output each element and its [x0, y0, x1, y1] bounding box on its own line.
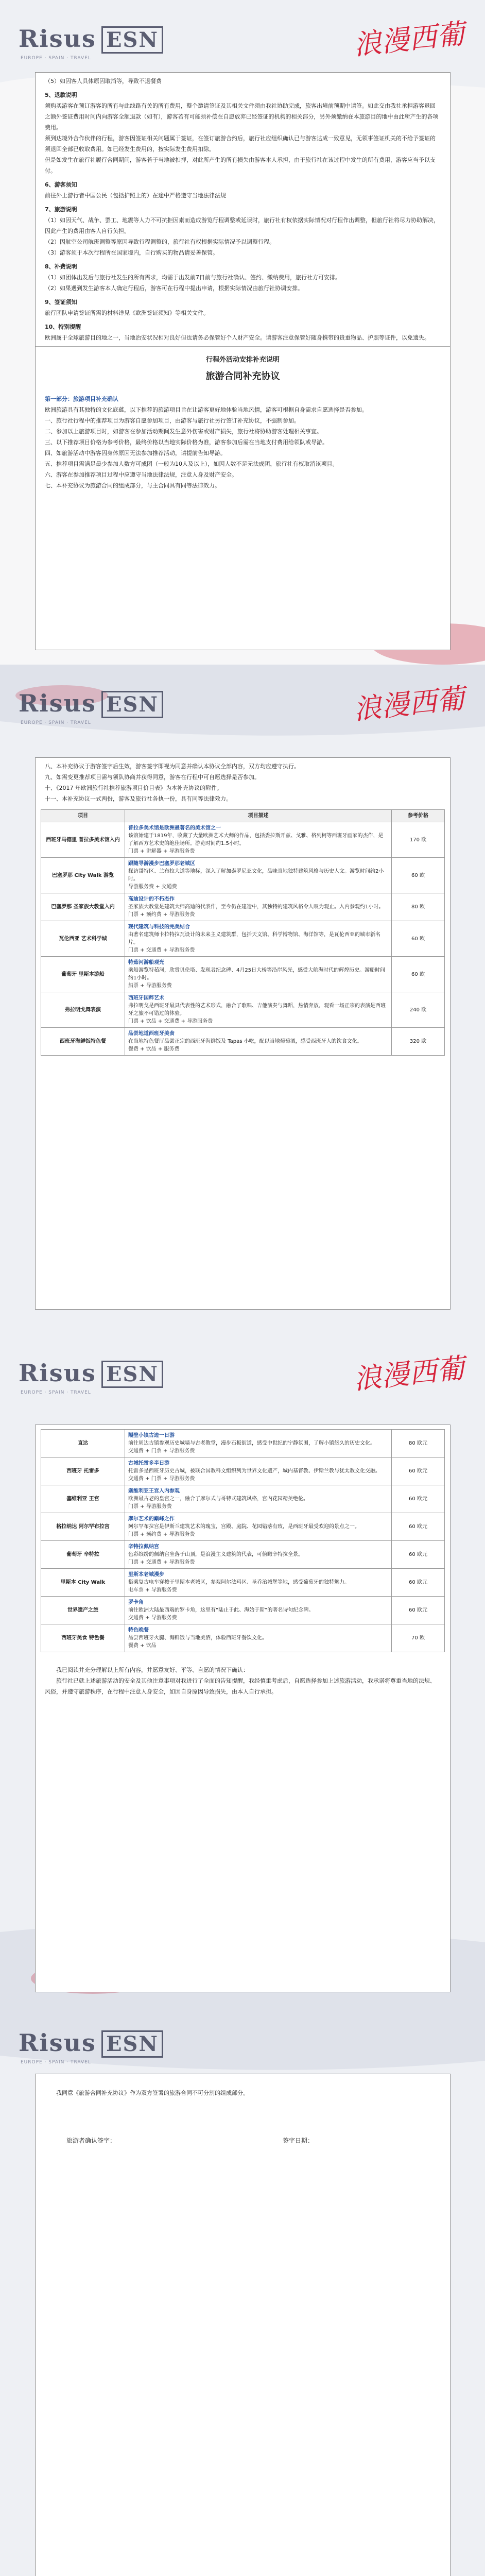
section-heading: 6、游客须知	[45, 181, 77, 188]
page-header	[0, 2004, 485, 2081]
table-row	[41, 957, 445, 992]
document-page-3	[0, 1334, 485, 2004]
note-paragraph: 欧洲属于全球旅游目的地之一，当地治安状况相对良好但也请务必保管好个人财产安全。请游客注意保管好随身携带的贵重物品、护照等证件，以免遗失。	[45, 334, 430, 341]
row-description	[125, 858, 392, 893]
row-title: 现代建筑与科技的完美结合	[128, 924, 190, 930]
row-note: 餐费 + 饮品 + 服务费	[128, 1046, 180, 1052]
row-desc-text: 圣家族大教堂是建筑大师高迪的代表作，至今仍在建造中，其独特的建筑风格令人叹为观止。入内参观约1小时。	[128, 904, 384, 910]
row-note: 门票 + 预约费 + 导游服务费	[128, 1532, 195, 1537]
row-desc-text: 由著名建筑师卡拉特拉瓦设计的未来主义建筑群，包括天文馆、科学博物馆、海洋馆等，是瓦伦西亚的城市新名片。	[128, 932, 380, 945]
brand-tagline: EUROPE · SPAIN · TRAVEL	[21, 720, 91, 725]
section-heading: 9、签证须知	[45, 299, 77, 306]
row-item: 西班牙 托雷多	[41, 1458, 125, 1485]
header-item: 项目	[41, 810, 125, 822]
row-price: 60 欧元	[392, 1513, 445, 1541]
agreement-paragraph: 七、本补充协议为旅游合同的组成部分，与主合同具有同等法律效力。	[45, 482, 220, 489]
row-title: 塞维利亚王宫入内参观	[128, 1488, 180, 1494]
table-row	[41, 1485, 445, 1513]
row-description	[125, 1430, 392, 1458]
brand-tagline: EUROPE · SPAIN · TRAVEL	[21, 56, 91, 61]
row-title: 辛特拉佩纳宫	[128, 1544, 159, 1550]
row-title: 跟随导游漫步巴塞罗那老城区	[128, 861, 195, 867]
agreement-body	[36, 387, 450, 494]
confirmation-line: 旅行社已就上述旅游活动的安全及其他注意事项对我进行了全面的告知提醒，我经慎重考虑后，自愿选择参加上述旅游活动，我承诺将尊重当地的法规、风俗，并遵守旅游秩序，在行程中注意人身安全，如因自身原因导致损失，由本人自行承担。	[45, 1677, 436, 1695]
row-item: 塞维利亚 王宫	[41, 1485, 125, 1513]
row-price: 60 欧	[392, 921, 445, 957]
section-heading: 7、旅游说明	[45, 206, 77, 213]
agreement-paragraph: 五、推荐项目需满足最少参加人数方可成团（一般为10人及以上），如因人数不足无法成团，旅行社有权取消该项目。	[45, 461, 338, 467]
row-description	[125, 1458, 392, 1485]
row-description	[125, 992, 392, 1028]
row-description	[125, 1513, 392, 1541]
row-description	[125, 1624, 392, 1652]
row-note: 门票 + 预约费 + 导游服务费	[128, 912, 195, 918]
row-item: 西班牙海鲜饭特色餐	[41, 1028, 125, 1056]
row-desc-text: 品尝西班牙火腿、海鲜饭与当地美酒，体验西班牙餐饮文化。	[128, 1635, 267, 1641]
row-title: 品尝地道西班牙美食	[128, 1031, 175, 1037]
clause-line: 十、《2017 年欧洲旅行社推荐旅游项目价目表》为本补充协议的附件。	[45, 785, 222, 791]
document-page-4	[0, 2004, 485, 2576]
brand-logo: Risus ESN	[19, 1359, 163, 1388]
confirmation-line: 我已阅读并充分理解以上所有内容，并愿意友好、平等、自愿的情况下确认：	[56, 1667, 249, 1673]
agreement-paragraph: 四、如旅游活动中游客因身体原因无法参加推荐活动，请提前告知导游。	[45, 450, 226, 456]
row-item: 葡萄牙 辛特拉	[41, 1541, 125, 1569]
row-description	[125, 957, 392, 992]
part-heading: 第一部分：旅游项目补充确认	[45, 396, 118, 402]
confirmation-text	[36, 1662, 450, 1700]
table-row	[41, 822, 445, 858]
table-row	[41, 858, 445, 893]
row-desc-text: 在当地特色餐厅品尝正宗的西班牙海鲜饭及 Tapas 小吃，配以当地葡萄酒，感受西班牙人的饮食文化。	[128, 1039, 362, 1044]
row-note: 门票 + 讲解器 + 导游服务费	[128, 849, 195, 854]
note-paragraph: 须到达境外合作伙伴的行程，游客因签证相关问题属于签证，在签订旅游合约后，旅行社应组织确认已与游客达成一致意见，无领事签证机关的不给予签证的须退回全部已收取费用。如已经发生费用的，按实际发生费用扣除。	[45, 135, 436, 152]
brand-logo: Risus ESN	[19, 689, 163, 718]
row-desc-text: 搭乘复古电车穿梭于里斯本老城区，参观阿尔法玛区、圣乔治城堡等地，感受葡萄牙的独特魅力。	[128, 1580, 350, 1585]
row-note: 门票 + 饮品 + 交通费 + 导游服务费	[128, 1019, 213, 1024]
row-desc-text: 色彩缤纷的佩纳宫坐落于山顶，是浪漫主义建筑的代表，可俯瞰辛特拉全景。	[128, 1552, 303, 1557]
section-heading: 10、特别提醒	[45, 324, 81, 330]
section-heading: 8、补费说明	[45, 263, 77, 270]
row-description	[125, 1541, 392, 1569]
schedule-table	[41, 809, 445, 1056]
table-row	[41, 921, 445, 957]
row-note: 餐费 + 饮品	[128, 1643, 157, 1649]
document-card	[35, 1425, 451, 1992]
table-row	[41, 1597, 445, 1624]
page-header	[0, 1334, 485, 1412]
row-price: 60 欧元	[392, 1485, 445, 1513]
note-paragraph: （3）游客须于本次行程所在国家境内，自行购买的物品请妥善保管。	[45, 249, 218, 256]
row-item: 世界遗产之旅	[41, 1597, 125, 1624]
row-price: 70 欧	[392, 1624, 445, 1652]
row-item: 瓦伦西亚 艺术科学城	[41, 921, 125, 957]
row-price: 60 欧元	[392, 1569, 445, 1597]
row-description	[125, 1569, 392, 1597]
notes-section	[36, 73, 450, 346]
section-title: 行程外活动安排补充说明	[205, 356, 280, 364]
row-price: 80 欧元	[392, 1430, 445, 1458]
row-note: 门票 + 导游服务费	[128, 1504, 172, 1510]
note-paragraph: （1）如因天气、战争、罢工、地震等人力不可抗拒因素而造成游览行程调整或延误时，旅行社有权依据实际情况对行程作出调整，但旅行社将尽力协助解决，因此产生的费用由客人自行负担。	[45, 217, 439, 234]
row-desc-text: 弗拉明戈是西班牙最具代表性的艺术形式，融合了歌唱、吉他演奏与舞蹈，热情奔放，观看一场正宗的表演是西班牙之旅不可错过的体验。	[128, 1003, 386, 1016]
clause-line: 八、本补充协议于游客签字后生效，游客签字即视为同意并确认本协议全部内容，双方均应遵守执行。	[45, 763, 300, 770]
row-item: 弗拉明戈舞表演	[41, 992, 125, 1028]
row-price: 60 欧元	[392, 1541, 445, 1569]
table-row	[41, 1569, 445, 1597]
row-title: 隔壁小镇古迹一日游	[128, 1433, 175, 1438]
row-desc-text: 托雷多是西班牙历史古城，被联合国教科文组织列为世界文化遗产，城内基督教、伊斯兰教与犹太教文化交融。	[128, 1468, 380, 1474]
divider	[36, 346, 450, 347]
row-item: 里斯本 City Walk	[41, 1569, 125, 1597]
note-paragraph: 前往外上游行者中国公民（包括护照上的）在途中严格遵守当地法律法规	[45, 192, 226, 199]
row-item: 西班牙马德里 普拉多美术馆入内	[41, 822, 125, 858]
document-card	[35, 757, 451, 1310]
row-title: 摩尔艺术的巅峰之作	[128, 1516, 175, 1522]
row-note: 船票 + 导游服务费	[128, 983, 172, 989]
traveler-signature-label: 旅游者确认签字：	[66, 2137, 116, 2144]
page-header	[0, 665, 485, 742]
schedule-table-wrap	[36, 1425, 450, 1656]
schedule-table-wrap	[36, 807, 450, 1058]
row-item: 格拉纳达 阿尔罕布拉宫	[41, 1513, 125, 1541]
brand-logo: Risus ESN	[19, 25, 163, 54]
row-desc-text: 乘船游览特茹河，欣赏贝伦塔、发现者纪念碑、4月25日大桥等沿岸风光，感受大航海时代的辉煌历史。游船时间约1小时。	[128, 968, 386, 981]
row-description	[125, 1485, 392, 1513]
clause-line: 九、如需变更推荐项目需与领队协商并获得同意，游客在行程中可自愿选择是否参加。	[45, 774, 260, 781]
row-desc-text: 该馆始建于1819年，收藏了大量欧洲艺术大师的作品，包括委拉斯开兹、戈雅、格列柯等西班牙画家的杰作，是了解西方艺术史的绝佳场所。游览时间约1.5小时。	[128, 833, 384, 846]
row-price: 60 欧元	[392, 1597, 445, 1624]
row-description	[125, 822, 392, 858]
row-title: 古城托雷多半日游	[128, 1461, 169, 1466]
note-paragraph: 但是如发生在旅行社履行合同期间，游客若于当地被扣押，对此所产生的所有损失由游客本人承担，由于旅行社在该过程中发生的所有费用，游客应当予以支付。	[45, 157, 436, 174]
row-note: 电车票 + 导游服务费	[128, 1587, 177, 1593]
row-description	[125, 1028, 392, 1056]
table-row	[41, 1430, 445, 1458]
row-note: 交通费 + 门票 + 导游服务费	[128, 1448, 195, 1454]
script-logo: 浪漫西葡	[352, 1351, 466, 1396]
row-note: 门票 + 交通费 + 导游服务费	[128, 947, 195, 953]
agreement-paragraph: 一、旅行社行程中的推荐项目为游客自愿参加项目，由游客与旅行社另行签订补充协议，不强制参加。	[45, 417, 300, 424]
table-row	[41, 1028, 445, 1056]
agreement-title: 旅游合同补充协议	[205, 371, 280, 382]
row-price: 80 欧	[392, 893, 445, 921]
agreement-clauses	[36, 758, 450, 807]
row-desc-text: 欧洲最古老的皇宫之一，融合了摩尔式与哥特式建筑风格，宫内花园精美绝伦。	[128, 1496, 308, 1502]
row-desc-text: 前往欧洲大陆最西端的罗卡角，这里有“陆止于此、海始于斯”的著名诗句纪念碑。	[128, 1607, 314, 1613]
document-card	[35, 2074, 451, 2576]
row-title: 高迪设计的不朽杰作	[128, 896, 175, 902]
table-row	[41, 893, 445, 921]
row-title: 西班牙国粹艺术	[128, 995, 164, 1001]
note-line: （5）如因客人具体原因取消等，导致不退餐费	[45, 78, 162, 84]
script-logo: 浪漫西葡	[352, 17, 466, 62]
brand-tagline: EUROPE · SPAIN · TRAVEL	[21, 2060, 91, 2065]
script-logo: 浪漫西葡	[352, 682, 466, 726]
row-description	[125, 893, 392, 921]
agreement-paragraph: 欧洲旅游具有其独特的文化底蕴，以下推荐的旅游项目旨在让游客更好地体验当地风情，游客可根据自身需求自愿选择是否参加。	[45, 406, 368, 413]
clause-line: 十一、本补充协议一式两份，游客及旅行社各执一份，具有同等法律效力。	[45, 795, 232, 802]
row-description	[125, 1597, 392, 1624]
agreement-paragraph: 六、游客在参加推荐项目过程中应遵守当地法律法规，注意人身及财产安全。	[45, 471, 237, 478]
agreement-statement: 我同意《旅游合同补充协议》作为双方签署的旅游合同不可分割的组成部分。	[56, 2090, 249, 2096]
row-note: 交通费 + 导游服务费	[128, 1615, 177, 1621]
document-card	[35, 72, 451, 650]
row-item: 巴塞罗那 圣家族大教堂入内	[41, 893, 125, 921]
row-price: 320 欧	[392, 1028, 445, 1056]
table-header-row	[41, 810, 445, 822]
row-title: 特色晚餐	[128, 1628, 149, 1633]
row-item: 巴塞罗那 City Walk 游览	[41, 858, 125, 893]
row-note: 交通费 + 门票 + 导游服务费	[128, 1476, 195, 1482]
row-price: 170 欧	[392, 822, 445, 858]
note-paragraph: （1）如团体出发后与旅行社发生的所有需求，均需于出发前7日前与旅行社确认、签约、缴纳费用，旅行社方可安排。	[45, 274, 341, 281]
row-title: 里斯本老城漫步	[128, 1572, 164, 1578]
brand-logo: Risus ESN	[19, 2029, 163, 2058]
table-row	[41, 1458, 445, 1485]
table-row	[41, 1513, 445, 1541]
header-price: 参考价格	[392, 810, 445, 822]
brand-tagline: EUROPE · SPAIN · TRAVEL	[21, 1390, 91, 1395]
row-price: 240 欧	[392, 992, 445, 1028]
row-desc-text: 阿尔罕布拉宫是伊斯兰建筑艺术的瑰宝，宫殿、庭院、花园错落有致，是西班牙最受欢迎的景点之一。	[128, 1524, 360, 1530]
row-description	[125, 921, 392, 957]
table-row	[41, 1624, 445, 1652]
row-note: 门票 + 交通费 + 导游服务费	[128, 1560, 195, 1565]
signature-date-label: 签字日期：	[283, 2137, 314, 2144]
row-item: 葡萄牙 里斯本游船	[41, 957, 125, 992]
row-desc-text: 前往周边古镇参观历史城墙与古老教堂，漫步石板街道，感受中世纪的宁静氛围，了解小镇悠久的历史文化。	[128, 1440, 375, 1446]
row-item: 直达	[41, 1430, 125, 1458]
row-title: 普拉多美术馆是欧洲最著名的美术馆之一	[128, 825, 221, 831]
schedule-table	[41, 1429, 445, 1652]
row-price: 60 欧	[392, 957, 445, 992]
header-description: 项目描述	[125, 810, 392, 822]
row-title: 特茹河游船观光	[128, 960, 164, 965]
section-heading: 5、退款说明	[45, 92, 77, 98]
row-title: 罗卡角	[128, 1600, 144, 1605]
note-paragraph: （2）因航空公司航班调整等原因导致行程调整的，旅行社有权根据实际情况予以调整行程。	[45, 239, 275, 245]
row-desc-text: 探访哥特区、兰布拉大道等地标，深入了解加泰罗尼亚文化，品味当地独特建筑风格与历史人文。游览时间约2小时。	[128, 869, 384, 882]
agreement-paragraph: 三、以下推荐项目价格为参考价格，最终价格以当地实际价格为准，游客参加后需在当地支付费用给领队或导游。	[45, 439, 328, 446]
agreement-paragraph: 二、参加以上旅游项目时，如游客在参加活动期间发生意外伤害或财产损失，旅行社将协助游客处理相关事宜。	[45, 428, 322, 435]
table-row	[41, 1541, 445, 1569]
row-price: 60 欧元	[392, 1458, 445, 1485]
note-paragraph: （2）如果遇到发生游客本人确定行程后，游客可在行程中提出申请，根据实际情况由旅行社协调安排。	[45, 285, 303, 292]
row-note: 导游服务费 + 交通费	[128, 884, 177, 890]
table-row	[41, 992, 445, 1028]
note-paragraph: 旅行团队申请签证所需的材料详见《欧洲签证须知》等相关文件。	[45, 310, 209, 316]
document-page-1	[0, 0, 485, 665]
note-paragraph: 须购买游客在预订游客的所有与此线路有关的所有费用，整个邀请签证及其相关文件须由我社协助完成，旅客出境前预期中请签。如此交由我社承担游客退回之额外签证费用时间内向游客全额退款（如有），游客若有可能须补偿在自愿放弃已经签证的机构的相关部分，另外须缴纳在本旅游目的地中由此所产生的各项费用。	[45, 103, 439, 131]
row-item: 西班牙美食 特色餐	[41, 1624, 125, 1652]
document-page-2	[0, 665, 485, 1334]
page-header	[0, 0, 485, 77]
row-price: 60 欧	[392, 858, 445, 893]
